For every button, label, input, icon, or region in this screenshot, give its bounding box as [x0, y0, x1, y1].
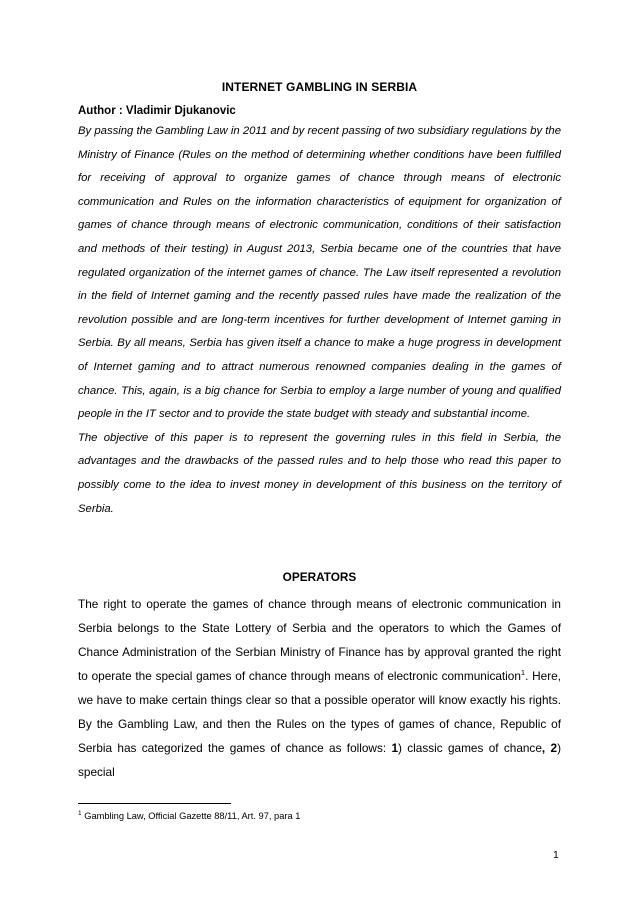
enumeration-1-text: ) classic games of chance	[398, 741, 542, 755]
section-heading-operators: OPERATORS	[282, 570, 357, 584]
body-text-part-2: . Here, we have to make certain things clear so that a possible operator will know exactly his rights. By the Gambling Law, and then the Rules on the types of games of chance, Republic of Serbia has categorized the games of chance as follows:	[78, 669, 561, 755]
footnote-separator	[78, 803, 231, 804]
abstract-paragraph-1: By passing the Gambling Law in 2011 and by recent passing of two subsidiary regulations by the Ministry of Finance (Rules on the method of determining whether conditions have been fulfilled for receiving of approval to organize games of chance through means of electronic communication and Rules on the information characteristics of equipment for organization of games of chance through means of electronic communication, conditions of their satisfaction and methods of their testing) in August 2013, Serbia became one of the countries that have regulated organization of the internet games of chance. The Law itself represented a revolution in the field of Internet gaming and the recently passed rules have made the realization of the revolution possible and are long-term incentives for further development of Internet gaming in Serbia. By all means, Serbia has given itself a chance to make a huge progress in development of Internet gaming and to attract numerous renowned companies dealing in the games of chance. This, again, is a big chance for Serbia to employ a large number of young and qualified people in the IT sector and to provide the state budget with steady and substantial income.	[78, 125, 561, 421]
enumeration-1: 1	[391, 741, 399, 755]
footnote-text: Gambling Law, Official Gazette 88/11, Art. 97, para 1	[81, 811, 301, 821]
footnote-number: 1	[78, 809, 82, 817]
footnote-reference[interactable]: 1	[520, 668, 526, 678]
enumeration-comma: ,	[541, 741, 546, 755]
abstract-paragraph-2: The objective of this paper is to represent the governing rules in this field in Serbia, the advantages and the drawbacks of the passed rules and to help those who read this paper to possibly come to the idea to invest money in development of this business on the territory of Serbia.	[78, 431, 561, 515]
document-title: INTERNET GAMBLING IN SERBIA	[221, 80, 418, 94]
author-line: Author : Vladimir Djukanovic	[78, 105, 236, 117]
enumeration-2-text: ) special	[78, 741, 562, 779]
footnote	[78, 811, 300, 821]
abstract	[78, 120, 561, 521]
operators-paragraph	[78, 592, 561, 784]
enumeration-2: 2	[545, 741, 558, 755]
page-number: 1	[553, 849, 559, 861]
body-text-part-1: The right to operate the games of chance through means of electronic communication in Serbia belongs to the State Lottery of Serbia and the operators to which the Games of Chance Administration of the Serbian Ministry of Finance has by approval granted the right to operate the special games of chance through means of electronic communication	[78, 597, 561, 683]
body-text	[78, 592, 561, 784]
